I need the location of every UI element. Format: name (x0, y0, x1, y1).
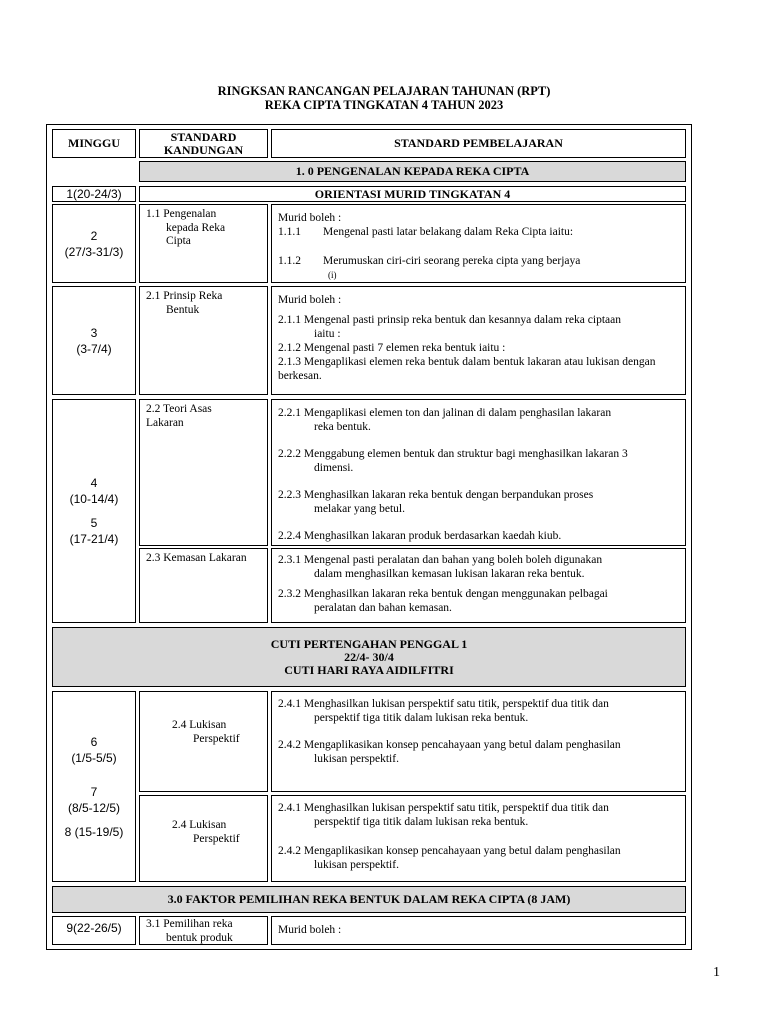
sk-3-1-line1: 3.1 Pemilihan reka (146, 918, 233, 930)
week-7-range: (8/5-12/5) (67, 800, 121, 815)
week-4-number: 4 (90, 476, 98, 490)
standard-pembelajaran-1-1 (271, 204, 686, 283)
standard-pembelajaran-2-3 (271, 548, 686, 623)
sp-1-1-2-code: 1.1.2 (278, 255, 301, 267)
sp-2-1-1-cont: iaitu : (314, 328, 341, 340)
standard-pembelajaran-3-1 (271, 916, 686, 945)
column-header-standard-kandungan (139, 129, 268, 158)
week-4-range: (10-14/4) (69, 492, 119, 506)
week-9-label: 9(22-26/5) (66, 921, 122, 935)
sp-1-1-1-code: 1.1.1 (278, 226, 301, 238)
sk-2-1-line1: 2.1 Prinsip Reka (146, 290, 223, 302)
sp-2-4-b-2: 2.4.2 Mengaplikasikan konsep pencahayaan yang betul dalam penghasilan (278, 845, 621, 857)
cuti-line-1: CUTI PERTENGAHAN PENGGAL 1 (270, 636, 468, 651)
standard-pembelajaran-2-4-a (271, 691, 686, 792)
sk-2-2-line1: 2.2 Teori Asas (146, 403, 212, 415)
week-4-5 (52, 399, 136, 623)
standard-kandungan-2-1 (139, 286, 268, 395)
sk-2-4-a-line1: 2.4 Lukisan (172, 719, 227, 731)
week-1-label: 1(20-24/3) (66, 187, 122, 201)
sp-2-3-2: 2.3.2 Menghasilkan lakaran reka bentuk dengan menggunakan pelbagai (278, 588, 608, 600)
sk-2-2-line2: Lakaran (146, 416, 184, 429)
sp-1-1-2-mark: (i) (328, 270, 337, 280)
sk-3-1-line2: bentuk produk (166, 931, 233, 944)
standard-kandungan-2-4-b (139, 795, 268, 882)
sp-2-1-3: 2.1.3 Mengaplikasi elemen reka bentuk dalam bentuk lakaran atau lukisan dengan berkesan. (278, 356, 656, 382)
week-8-label: 8 (15-19/5) (64, 824, 124, 839)
week-5-range: (17-21/4) (69, 532, 119, 546)
sk-2-4-a-line2: Perspektif (193, 732, 240, 745)
sp-2-1-2: 2.1.2 Mengenal pasti 7 elemen reka bentuk iaitu : (278, 342, 506, 354)
sk-2-4-b-line1: 2.4 Lukisan (172, 819, 227, 831)
sp-2-4-b-1-cont: perspektif tiga titik dalam lukisan reka bentuk. (314, 816, 529, 828)
sp-2-4-b-2-cont: lukisan perspektif. (314, 859, 399, 871)
standard-kandungan-2-4-a (139, 691, 268, 792)
standard-pembelajaran-2-4-b (271, 795, 686, 882)
week-3-number: 3 (90, 325, 98, 340)
section-3-title (52, 886, 686, 913)
column-header-standard-pembelajaran (271, 129, 686, 158)
sp-2-2-2: 2.2.2 Menggabung elemen bentuk dan struktur bagi menghasilkan lakaran 3 (278, 448, 628, 460)
sp-1-1-1-text: Mengenal pasti latar belakang dalam Reka Cipta iaitu: (323, 226, 574, 238)
week-6-8 (52, 691, 136, 882)
week-3-range: (3-7/4) (76, 341, 112, 356)
sk-1-1-line1: 1.1 Pengenalan (146, 208, 217, 220)
sk-2-1-line2: Bentuk (166, 303, 200, 316)
week-6-number: 6 (90, 734, 98, 749)
standard-kandungan-2-2 (139, 399, 268, 546)
cuti-line-2: 22/4- 30/4 (344, 649, 394, 664)
standard-pembelajaran-2-1 (271, 286, 686, 395)
sk-2-3-label: 2.3 Kemasan Lakaran (146, 552, 247, 564)
sp-3-1-intro: Murid boleh : (278, 924, 342, 936)
week-2-number: 2 (90, 228, 98, 243)
sp-2-4-a-1-cont: perspektif tiga titik dalam lukisan reka bentuk. (314, 712, 529, 724)
week-1 (52, 186, 136, 202)
week-6-range: (1/5-5/5) (71, 750, 117, 765)
sp-2-3-1-cont: dalam menghasilkan kemasan lukisan lakaran reka bentuk. (314, 568, 585, 580)
week-3 (52, 286, 136, 395)
column-header-minggu (52, 129, 136, 158)
orientasi-row (139, 186, 686, 202)
sp-2-2-4: 2.2.4 Menghasilkan lakaran produk berdasarkan kaedah kiub. (278, 530, 562, 542)
sp-2-2-3: 2.2.3 Menghasilkan lakaran reka bentuk dengan berpandukan proses (278, 489, 594, 501)
sp-2-4-b-1: 2.4.1 Menghasilkan lukisan perspektif satu titik, perspektif dua titik dan (278, 802, 609, 814)
column-header-sk-line2: KANDUNGAN (163, 142, 244, 157)
sp-2-2-3-cont: melakar yang betul. (314, 503, 406, 515)
week-7-number: 7 (90, 784, 98, 799)
week-5-number: 5 (90, 516, 98, 530)
standard-kandungan-2-3 (139, 548, 268, 623)
header-line-1: RINGKSAN RANCANGAN PELAJARAN TAHUNAN (RPT) (217, 84, 551, 98)
sp-2-4-a-2: 2.4.2 Mengaplikasikan konsep pencahayaan yang betul dalam penghasilan (278, 739, 621, 751)
sp-2-2-2-cont: dimensi. (314, 462, 354, 474)
sp-2-4-a-1: 2.4.1 Menghasilkan lukisan perspektif satu titik, perspektif dua titik dan (278, 698, 609, 710)
sp-2-1-1: 2.1.1 Mengenal pasti prinsip reka bentuk dan kesannya dalam reka ciptaan (278, 314, 621, 326)
cuti-line-3: CUTI HARI RAYA AIDILFITRI (284, 662, 454, 677)
week-2-range: (27/3-31/3) (64, 244, 124, 259)
column-header-minggu-label: MINGGU (68, 136, 120, 150)
cuti-pertengahan-penggal (52, 627, 686, 687)
sk-2-4-b-line2: Perspektif (193, 832, 240, 845)
standard-kandungan-3-1 (139, 916, 268, 945)
sp-1-1-2-mark-line (278, 268, 679, 282)
sp-2-3-1: 2.3.1 Mengenal pasti peralatan dan bahan yang boleh boleh digunakan (278, 554, 603, 566)
sp-1-1-intro: Murid boleh : (278, 212, 342, 224)
header-line-2: REKA CIPTA TINGKATAN 4 TAHUN 2023 (264, 98, 504, 112)
document-header (0, 84, 768, 112)
section-1-title (139, 161, 686, 182)
week-9 (52, 916, 136, 945)
sp-2-1-intro: Murid boleh : (278, 294, 342, 306)
page-number: 1 (713, 965, 720, 980)
sp-2-3-2-cont: peralatan dan bahan kemasan. (314, 602, 452, 614)
sk-1-1-line3: Cipta (166, 235, 191, 247)
column-header-sp-label: STANDARD PEMBELAJARAN (394, 136, 563, 150)
sp-2-2-1: 2.2.1 Mengaplikasi elemen ton dan jalinan di dalam penghasilan lakaran (278, 407, 612, 419)
section-3-title-text: 3.0 FAKTOR PEMILIHAN REKA BENTUK DALAM REKA CIPTA (8 JAM) (167, 892, 571, 906)
section-1-title-text: 1. 0 PENGENALAN KEPADA REKA CIPTA (295, 164, 530, 178)
sp-1-1-1 (278, 225, 679, 239)
week-2 (52, 204, 136, 283)
sp-2-4-a-2-cont: lukisan perspektif. (314, 753, 399, 765)
standard-kandungan-1-1 (139, 204, 268, 283)
column-header-sk-line1: STANDARD (170, 129, 237, 144)
sp-1-1-2 (278, 254, 679, 268)
sk-1-1-line2: kepada Reka (166, 221, 226, 234)
sp-2-2-1-cont: reka bentuk. (314, 421, 371, 433)
sp-1-1-2-text: Merumuskan ciri-ciri seorang pereka cipta yang berjaya (323, 255, 581, 267)
orientasi-title: ORIENTASI MURID TINGKATAN 4 (314, 186, 511, 201)
standard-pembelajaran-2-2 (271, 399, 686, 546)
